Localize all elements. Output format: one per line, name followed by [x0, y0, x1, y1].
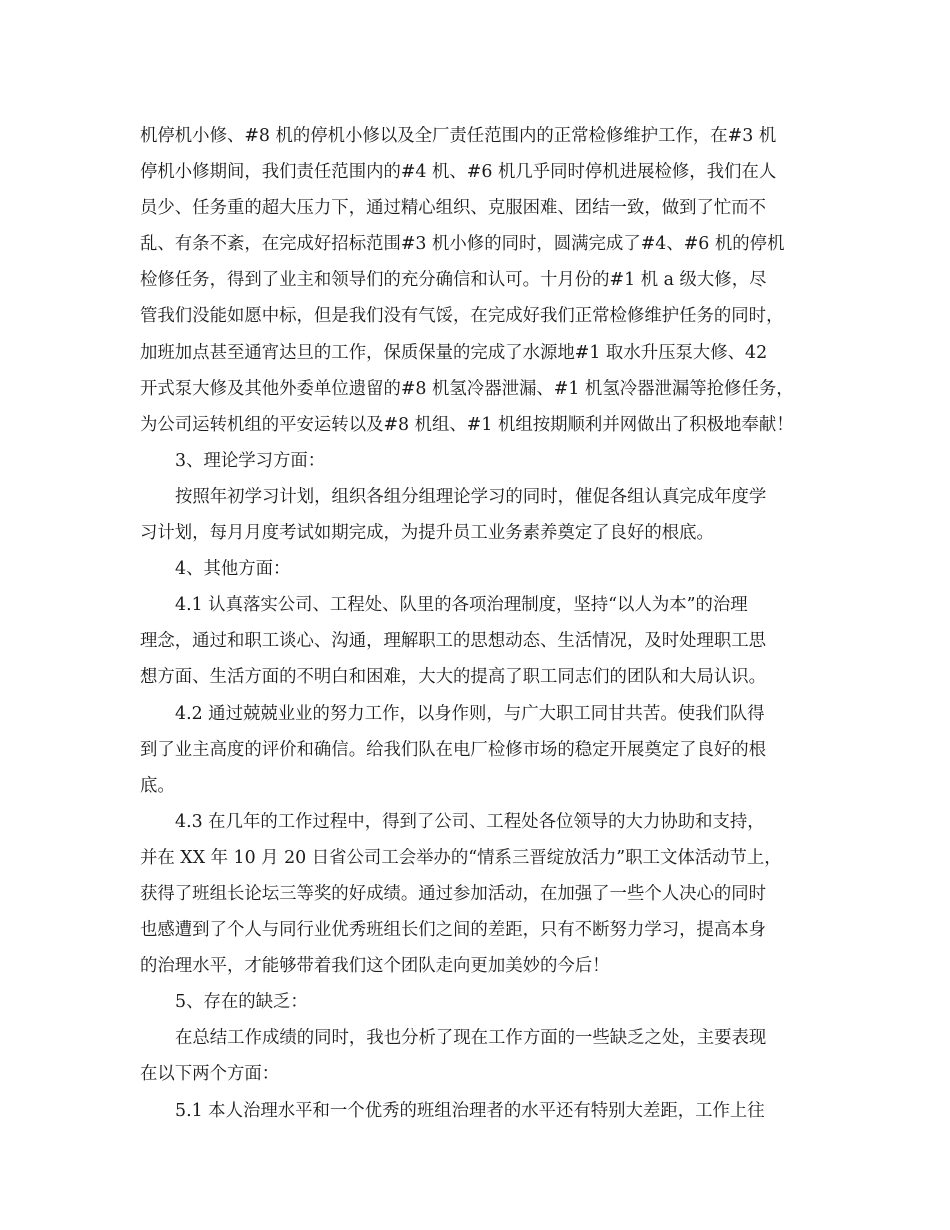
paragraph-line: 管我们没能如愿中标，但是我们没有气馁，在完成好我们正常检修维护任务的同时， — [140, 306, 784, 327]
paragraph-line: 员少、任务重的超大压力下，通过精心组织、克服困难、团结一致，做到了忙而不 — [140, 198, 767, 219]
paragraph-line: 为公司运转机组的平安运转以及#8 机组、#1 机组按期顺利并网做出了积极地奉献！ — [140, 414, 794, 435]
paragraph-line: 停机小修期间，我们责任范围内的#4 机、#6 机几乎同时停机进展检修，我们在人 — [140, 162, 777, 183]
paragraph-first-line: 按照年初学习计划，组织各组分组理论学习的同时，催促各组认真完成年度学 — [175, 486, 767, 507]
document-body — [140, 118, 820, 1129]
paragraph-first-line: 3、理论学习方面： — [175, 450, 326, 471]
paragraph-line: 检修任务，得到了业主和领导们的充分确信和认可。十月份的#1 机 a 级大修，尽 — [140, 270, 767, 291]
paragraph-first-line: 5.1 本人治理水平和一个优秀的班组治理者的水平还有特别大差距，工作上往 — [175, 1100, 765, 1121]
paragraph-line: 底。 — [140, 775, 175, 796]
paragraph-line: 获得了班组长论坛三等奖的好成绩。通过参加活动，在加强了一些个人决心的同时 — [140, 883, 767, 904]
paragraph-line: 理念，通过和职工谈心、沟通，理解职工的思想动态、生活情况，及时处理职工思 — [140, 631, 767, 652]
paragraph-line: 开式泵大修及其他外委单位遗留的#8 机氢冷器泄漏、#1 机氢冷器泄漏等抢修任务， — [140, 378, 794, 399]
paragraph-line: 到了业主高度的评价和确信。给我们队在电厂检修市场的稳定开展奠定了良好的根 — [140, 739, 767, 760]
paragraph-line: 在以下两个方面： — [140, 1064, 280, 1085]
paragraph-line: 乱、有条不紊，在完成好招标范围#3 机小修的同时，圆满完成了#4、#6 机的停机 — [140, 234, 785, 255]
paragraph-line: 也感遭到了个人与同行业优秀班组长们之间的差距，只有不断努力学习，提高本身 — [140, 920, 767, 941]
paragraph-first-line: 4、其他方面： — [175, 559, 291, 580]
paragraph-first-line: 4.3 在几年的工作过程中，得到了公司、工程处各位领导的大力协助和支持， — [175, 811, 765, 832]
paragraph-first-line: 5、存在的缺乏： — [175, 992, 308, 1013]
paragraph-line: 机停机小修、#8 机的停机小修以及全厂责任范围内的正常检修维护工作，在#3 机 — [140, 126, 777, 146]
paragraph-first-line: 4.2 通过兢兢业业的努力工作，以身作则，与广大职工同甘共苦。使我们队得 — [175, 703, 765, 724]
paragraph-line: 并在 XX 年 10 月 20 日省公司工会举办的“情系三晋绽放活力”职工文体活动节上， — [140, 847, 782, 868]
paragraph-line: 的治理水平，才能够带着我们这个团队走向更加美妙的今后！ — [140, 956, 610, 977]
paragraph-line: 加班加点甚至通宵达旦的工作，保质保量的完成了水源地#1 取水升压泵大修、42 — [140, 342, 768, 363]
paragraph-first-line: 4.1 认真落实公司、工程处、队里的各项治理制度，坚持“以人为本”的治理 — [175, 595, 748, 616]
paragraph-line: 想方面、生活方面的不明白和困难，大大的提高了职工同志们的团队和大局认识。 — [140, 667, 767, 688]
paragraph-line: 习计划，每月月度考试如期完成，为提升员工业务素养奠定了良好的根底。 — [140, 523, 714, 544]
paragraph-first-line: 在总结工作成绩的同时，我也分析了现在工作方面的一些缺乏之处，主要表现 — [175, 1028, 767, 1049]
